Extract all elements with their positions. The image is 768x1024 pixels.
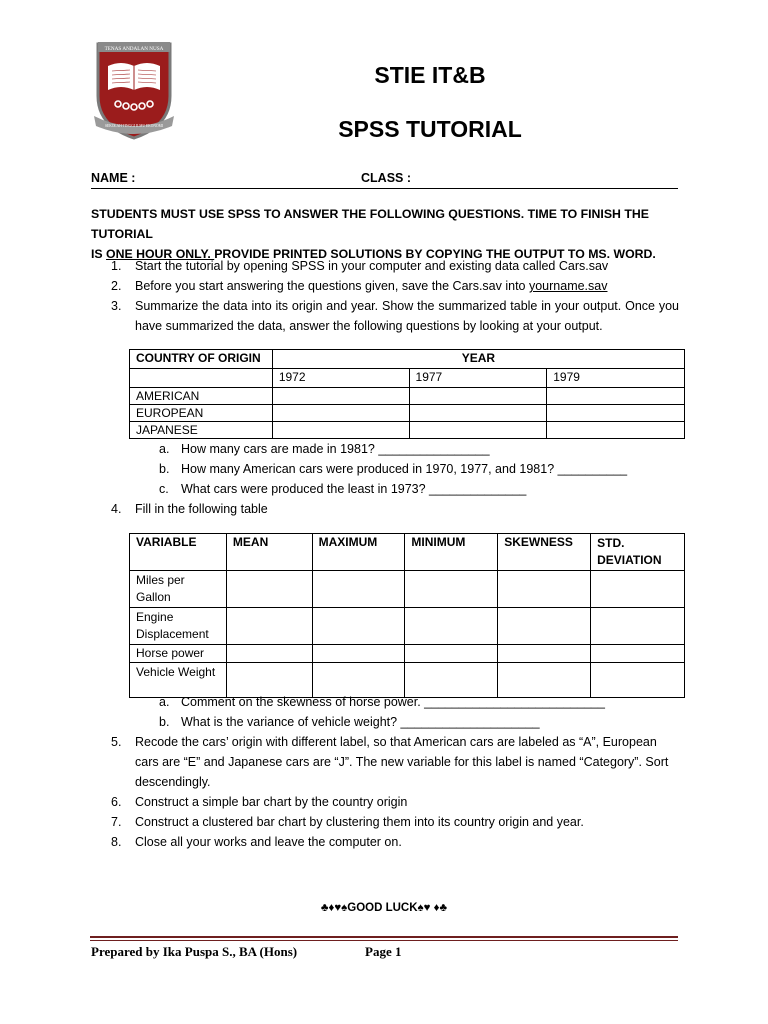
column-header: VARIABLE [130,534,227,571]
row-label: Vehicle Weight [130,663,227,698]
one-hour-only-text: ONE HOUR ONLY. [106,247,215,261]
answer-cell[interactable] [405,571,498,608]
answer-cell[interactable] [547,405,685,422]
item-number: 3. [111,299,122,313]
column-header: MINIMUM [405,534,498,571]
row-label: Horse power [130,645,227,663]
item-text: Fill in the following table [135,502,268,516]
answer-cell[interactable] [405,608,498,645]
instructions-line2-end: PROVIDE PRINTED SOLUTIONS BY COPYING THE OUTPUT TO MS. WORD. [214,247,656,261]
sub-text: What cars were produced the least in 1973? ______________ [181,482,527,496]
instructions-line2-start: IS [91,247,107,261]
row-label: AMERICAN [130,388,273,405]
sub-text: Comment on the skewness of horse power. __________________________ [181,695,605,709]
question-list-part1 [91,256,691,336]
row-label: EUROPEAN [130,405,273,422]
year-cell: 1979 [547,369,685,388]
sub-number: b. [159,715,170,729]
sub-text: How many cars are made in 1981? ________________ [181,442,490,456]
yourname-sav-text: yourname.sav [528,279,608,293]
row-label: JAPANESE [130,422,273,439]
list-item [91,276,691,296]
column-header: SKEWNESS [498,534,591,571]
answer-cell[interactable] [498,571,591,608]
list-item [91,812,691,832]
sub-question [91,712,691,732]
sub-number: c. [159,482,169,496]
answer-cell[interactable] [409,388,547,405]
footer-page-number: Page 1 [365,944,402,959]
item-number: 6. [111,795,122,809]
answer-cell[interactable] [409,405,547,422]
table-header-year: YEAR [272,350,684,369]
name-class-field-row[interactable] [91,170,678,189]
row-label: Engine Displacement [130,608,227,645]
sub-text: What is the variance of vehicle weight? ____________________ [181,715,540,729]
answer-cell[interactable] [272,388,409,405]
answer-cell[interactable] [312,645,405,663]
document-subtitle: SPSS TUTORIAL [338,116,522,142]
footer-rule-thin [90,940,678,941]
year-cell: 1972 [272,369,409,388]
item-number: 1. [111,259,122,273]
sub-question [91,439,691,459]
column-header: MEAN [226,534,312,571]
answer-cell[interactable] [226,645,312,663]
sub-question [91,692,691,712]
item-number: 4. [111,502,122,516]
list-item [91,499,691,519]
list-item [91,832,691,852]
column-header: MAXIMUM [312,534,405,571]
answer-cell[interactable] [591,571,685,608]
document-title: STIE IT&B [374,62,486,88]
item-text: Before you start answering the questions given, save the Cars.sav into [135,279,529,293]
instructions-line1: STUDENTS MUST USE SPSS TO ANSWER THE FOLLOWING QUESTIONS. TIME TO FINISH THE TUTORIAL [91,207,649,241]
answer-cell[interactable] [591,608,685,645]
sub-number: a. [159,442,170,456]
logo-motto-bottom: SEKOLAH TINGGI ILMU EKONOMI [105,124,163,128]
list-item [91,256,691,276]
list-item [91,792,691,812]
sub-text: How many American cars were produced in 1970, 1977, and 1981? __________ [181,462,628,476]
origin-year-table [129,349,685,439]
item-text: Construct a clustered bar chart by clustering them into its country origin and year. [135,815,584,829]
sub-question [91,459,691,479]
answer-cell[interactable] [405,645,498,663]
logo-motto-top: TENAS ANDALAN NUSA [104,46,164,52]
row-label: Miles per Gallon [130,571,227,608]
answer-cell[interactable] [226,608,312,645]
item-text: Close all your works and leave the computer on. [135,835,402,849]
item-text: Summarize the data into its origin and year. Show the summarized table in your output. Once you have summarized the data, answer the following questions by looking at your output. [135,299,679,333]
class-label: CLASS : [361,171,411,185]
question-list-part2 [91,439,691,519]
instructions [91,204,691,264]
list-item [91,296,691,336]
name-label: NAME : [91,171,136,185]
statistics-table [129,533,685,698]
footer-rule-thick [90,936,678,938]
answer-cell[interactable] [226,571,312,608]
year-cell: 1977 [409,369,547,388]
item-text: Recode the cars’ origin with different label, so that American cars are labeled as “A”, European cars are “E” and Japanese cars are “J”. The new variable for this label is named “Category”. Sort descendingly. [135,735,669,789]
item-number: 2. [111,279,122,293]
answer-cell[interactable] [591,645,685,663]
question-list-part3 [91,692,691,852]
answer-cell[interactable] [312,608,405,645]
answer-cell[interactable] [547,388,685,405]
answer-cell[interactable] [498,645,591,663]
footer-prepared-by: Prepared by Ika Puspa S., BA (Hons) [91,944,298,959]
answer-cell[interactable] [547,422,685,439]
table-cell [130,369,273,388]
answer-cell[interactable] [312,571,405,608]
sub-number: b. [159,462,170,476]
table-header-origin: COUNTRY OF ORIGIN [130,350,273,369]
sub-question [91,479,691,499]
item-text: Construct a simple bar chart by the country origin [135,795,408,809]
item-number: 5. [111,735,122,749]
item-text: Start the tutorial by opening SPSS in your computer and existing data called Cars.sav [135,259,609,273]
sub-number: a. [159,695,170,709]
good-luck-text: ♣♦♥♠GOOD LUCK♠♥ ♦♣ [320,902,448,914]
column-header: STD. DEVIATION [591,534,685,571]
answer-cell[interactable] [272,405,409,422]
answer-cell[interactable] [272,422,409,439]
list-item [91,732,691,792]
answer-cell[interactable] [498,608,591,645]
item-number: 7. [111,815,122,829]
item-number: 8. [111,835,122,849]
answer-cell[interactable] [409,422,547,439]
